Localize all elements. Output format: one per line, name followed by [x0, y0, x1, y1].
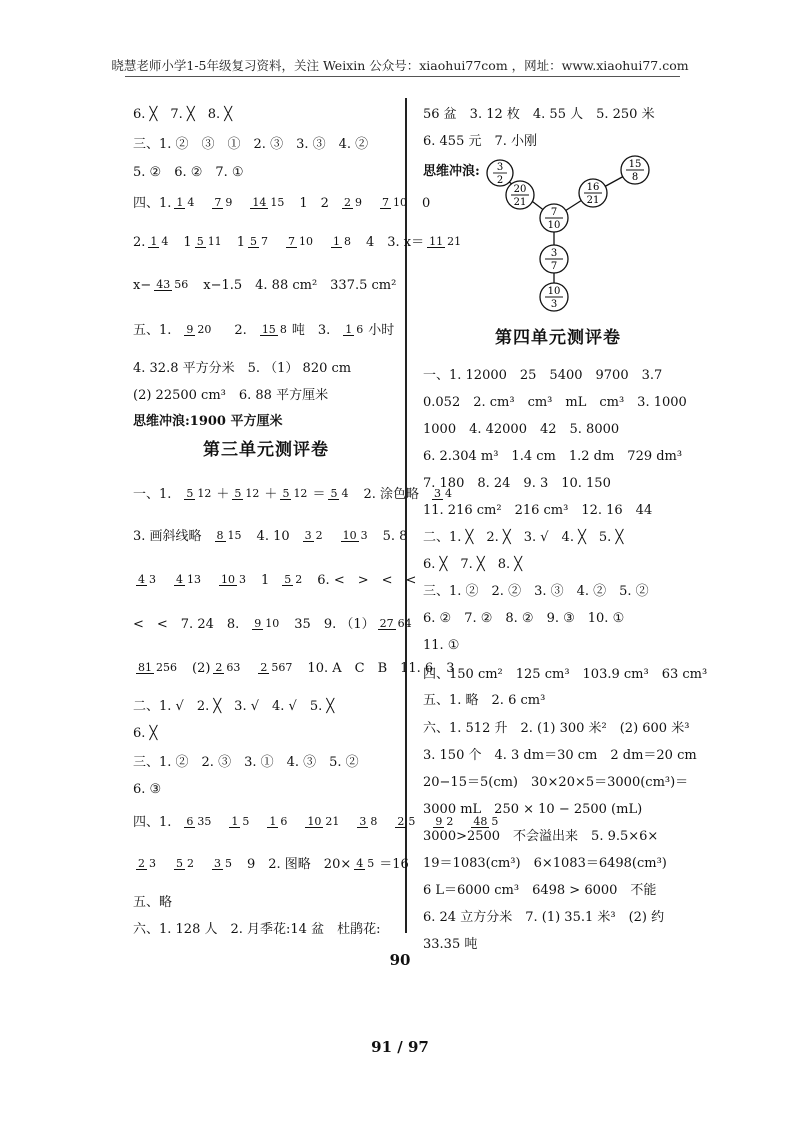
fraction: 1 4	[176, 195, 195, 209]
answer-line: 6. ╳ 7. ╳ 8. ╳	[133, 106, 233, 122]
fraction: 9 10	[254, 616, 280, 630]
answer-line: 二、1. ╳ 2. ╳ 3. √ 4. ╳ 5. ╳	[423, 529, 624, 545]
answer-line: 6. ② 7. ② 8. ② 9. ③ 10. ①	[423, 610, 625, 626]
answer-line: 6. 2.304 m³ 1.4 cm 1.2 dm 729 dm³	[423, 448, 683, 464]
diagram-node-4	[579, 179, 607, 207]
answer-line: 3. 150 个 4. 3 dm＝30 cm 2 dm＝20 cm	[423, 747, 697, 763]
answer-line: 二、1. √ 2. ╳ 3. √ 4. √ 5. ╳	[133, 698, 335, 714]
fraction: 1 4	[150, 234, 169, 248]
answer-line: 81 256 (2) 2 63 2 567 10. A C B 11. 6 3	[138, 660, 455, 676]
answer-line: 6. 24 立方分米 7. (1) 35.1 米³ (2) 约	[423, 909, 665, 925]
fraction: 7 10	[287, 234, 313, 248]
fraction: 10 21	[307, 814, 340, 828]
fraction: 7 10	[381, 195, 407, 209]
answer-line: 思维冲浪:	[423, 163, 480, 179]
diagram-node-1	[487, 160, 513, 186]
fraction: 1 6	[345, 322, 364, 336]
diagram-node-7	[540, 283, 568, 311]
answer-line: 6. ╳	[133, 725, 158, 741]
answer-line: 六、1. 512 升 2. (1) 300 米² (2) 600 米³	[423, 720, 690, 736]
fraction: 3 5	[214, 856, 232, 870]
answer-line: 3. 画斜线略 8 15 4. 10 3 2 10 3 5. 8	[133, 528, 408, 544]
svg-text:20: 20	[513, 184, 527, 195]
fraction: 2 9	[343, 195, 362, 209]
answer-line: 19＝1083(cm³) 6×1083＝6498(cm³)	[423, 855, 667, 871]
answer-line: 三、1. ② 2. ③ 3. ① 4. ③ 5. ②	[133, 754, 359, 770]
fraction: 27 64	[379, 616, 412, 630]
fraction: 1 8	[332, 234, 351, 248]
diagram-node-6	[540, 245, 568, 273]
diagram-node-3	[621, 156, 649, 184]
fraction: 5 11	[196, 234, 222, 248]
page-counter: 91 / 97	[371, 1038, 429, 1056]
answer-line: 思维冲浪:1900 平方厘米	[133, 413, 283, 429]
answer-line: 2. 1 4 1 5 11 1 5 7 7 10 1 8 4 3. x＝ 11 21	[133, 234, 462, 250]
answer-line: 五、1. 9 20 2. 15 8 吨 3. 1 6 小时	[133, 322, 395, 338]
answer-line: 三、1. ② ③ ① 2. ③ 3. ③ 4. ②	[133, 136, 369, 152]
answer-line: 四、1. 6 35 1 5 1 6 10 21 3 8 2 5 9 2 48 5	[133, 814, 499, 830]
fraction: 10 3	[221, 572, 246, 586]
svg-text:3: 3	[550, 248, 558, 259]
answer-line: x− 43 56 x−1.5 4. 88 cm² 337.5 cm²	[133, 277, 397, 293]
svg-text:10: 10	[547, 220, 561, 231]
fraction: 5 12	[234, 486, 260, 500]
svg-text:16: 16	[586, 182, 600, 193]
answer-line: 一、1. 5 12 ＋ 5 12 ＋ 5 12 ＝ 5 4 2. 涂色略 3 4	[133, 486, 452, 502]
fraction: 9 2	[435, 814, 454, 828]
answer-line: 3000 mL 250 × 10 − 2500 (mL)	[423, 801, 643, 817]
fraction: 5 2	[176, 856, 194, 870]
answer-line: < < 7. 24 8. 9 10 35 9. （1） 27 64	[133, 616, 412, 632]
fraction: 15 8	[261, 322, 287, 336]
fraction: 43 56	[156, 277, 189, 291]
fraction: 81 256	[138, 660, 177, 674]
answer-line: 11. ①	[423, 637, 460, 653]
fraction: 3 2	[304, 528, 323, 542]
answer-line: 4 3 4 13 10 3 1 5 2 6. < > < <	[138, 572, 417, 588]
svg-text:10: 10	[547, 286, 561, 297]
svg-text:21: 21	[513, 197, 527, 208]
page-header: 晓慧老师小学1-5年级复习资料，关注 Weixin 公众号：xiaohui77com ，网址：www.xiaohui77.com	[111, 58, 689, 73]
answer-line: 五、1. 略 2. 6 cm³	[423, 692, 546, 708]
answer-line: 11. 216 cm² 216 cm³ 12. 16 44	[423, 502, 653, 518]
answer-line: 三、1. ② 2. ② 3. ③ 4. ② 5. ②	[423, 583, 649, 599]
answer-line: 7. 180 8. 24 9. 3 10. 150	[423, 475, 611, 491]
fraction: 6 35	[186, 814, 212, 828]
fraction: 5 7	[249, 234, 268, 248]
fraction: 11 21	[429, 234, 462, 248]
svg-text:7: 7	[550, 261, 558, 272]
answer-line: 56 盆 3. 12 枚 4. 55 人 5. 250 米	[423, 106, 655, 122]
fraction: 5 4	[330, 486, 349, 500]
fraction: 5 12	[186, 486, 212, 500]
fraction: 5 2	[284, 572, 303, 586]
page-number: 90	[389, 951, 411, 969]
answer-line: 一、1. 12000 25 5400 9700 3.7	[423, 367, 663, 383]
answer-line: 0.052 2. cm³ cm³ mL cm³ 3. 1000	[423, 394, 687, 410]
fraction: 3 4	[434, 486, 452, 500]
svg-text:3: 3	[550, 299, 558, 310]
answer-line: 6. ╳ 7. ╳ 8. ╳	[423, 556, 523, 572]
section-title-unit3: 第三单元测评卷	[203, 440, 329, 460]
header-rule	[125, 76, 680, 77]
answer-line: 1000 4. 42000 42 5. 8000	[423, 421, 620, 437]
svg-text:21: 21	[586, 195, 600, 206]
diagram-node-2	[506, 181, 534, 209]
answer-line: 6. 455 元 7. 小刚	[423, 133, 538, 149]
fraction: 5 12	[282, 486, 308, 500]
answer-line: 5. ② 6. ② 7. ①	[133, 164, 244, 180]
svg-text:15: 15	[628, 159, 642, 170]
fraction: 4 3	[138, 572, 156, 586]
answer-line: 五、略	[133, 894, 173, 910]
svg-text:8: 8	[631, 172, 639, 183]
answer-line: 3000>2500 不会溢出来 5. 9.5×6×	[423, 828, 659, 844]
answer-line: 6 L＝6000 cm³ 6498 > 6000 不能	[423, 882, 657, 898]
answer-line: 四、1. 1 4 7 9 14 15 1 2 2 9 7 10 0	[133, 195, 431, 211]
fraction: 9 20	[186, 322, 212, 336]
fraction: 10 3	[342, 528, 368, 542]
answer-line: 2 3 5 2 3 5 9 2. 图略 20× 4 5 ＝16	[138, 856, 409, 872]
fraction: 1 6	[269, 814, 288, 828]
answer-line: (2) 22500 cm³ 6. 88 平方厘米	[133, 387, 329, 403]
answer-line: 四、150 cm² 125 cm³ 103.9 cm³ 63 cm³	[423, 666, 708, 682]
answer-line: 4. 32.8 平方分米 5. （1） 820 cm	[133, 360, 352, 376]
diagram-node-5	[540, 204, 568, 232]
fraction: 2 63	[215, 660, 241, 674]
fraction: 48 5	[473, 814, 499, 828]
fraction: 14 15	[252, 195, 285, 209]
fraction: 2 5	[397, 814, 416, 828]
fraction: 8 15	[216, 528, 242, 542]
svg-text:2: 2	[496, 175, 504, 186]
answer-line: 20−15＝5(cm) 30×20×5＝3000(cm³)＝	[423, 774, 689, 790]
section-title-unit4: 第四单元测评卷	[495, 328, 621, 348]
fraction: 2 567	[260, 660, 293, 674]
answer-line: 六、1. 128 人 2. 月季花:14 盆 杜鹃花:	[133, 921, 381, 937]
fraction: 4 5	[356, 856, 375, 870]
fraction: 2 3	[138, 856, 156, 870]
answer-line: 6. ③	[133, 781, 162, 797]
answer-line: 33.35 吨	[423, 936, 478, 952]
fraction: 4 13	[176, 572, 201, 586]
fraction: 3 8	[359, 814, 378, 828]
svg-text:7: 7	[550, 207, 558, 218]
fraction: 7 9	[214, 195, 233, 209]
fraction: 1 5	[231, 814, 250, 828]
svg-text:3: 3	[496, 162, 504, 173]
